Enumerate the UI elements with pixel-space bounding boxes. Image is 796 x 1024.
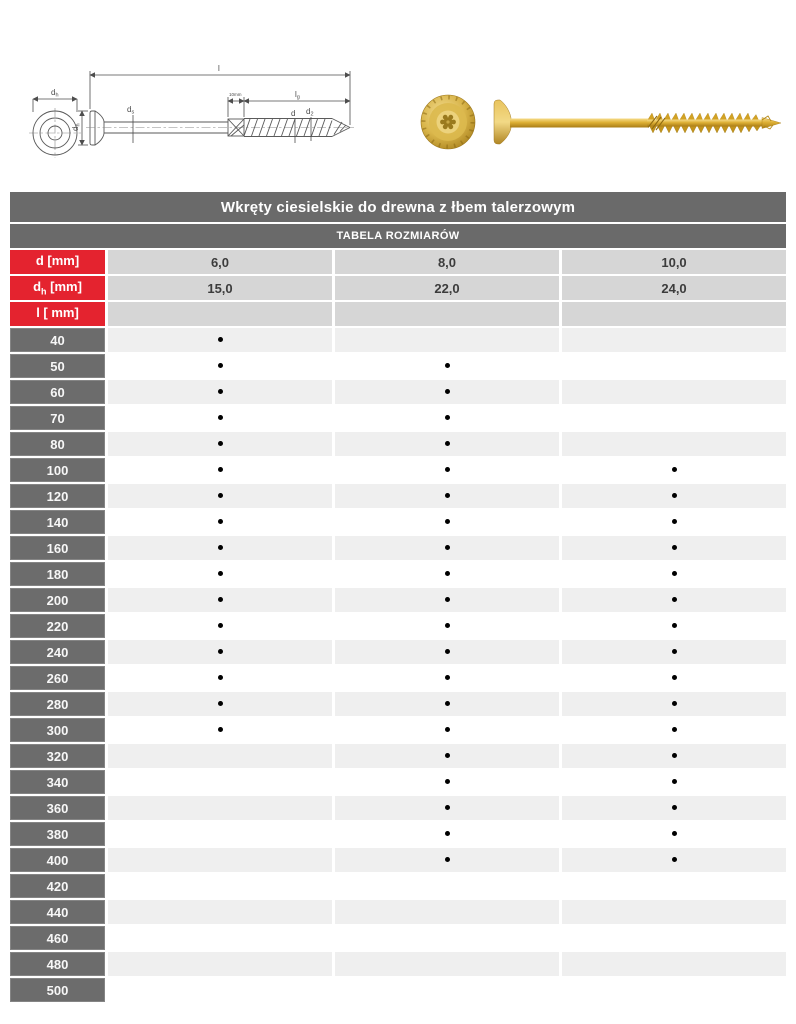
availability-cell (562, 536, 786, 560)
availability-dot (218, 363, 223, 368)
availability-cell (108, 952, 332, 976)
availability-cell (562, 952, 786, 976)
availability-dot (672, 545, 677, 550)
availability-cell (562, 926, 786, 950)
length-row (10, 588, 786, 612)
spec-value: 24,0 (562, 276, 786, 300)
availability-cell (108, 978, 332, 1002)
length-row (10, 666, 786, 690)
availability-cell (335, 692, 559, 716)
availability-cell (108, 510, 332, 534)
availability-dot (672, 519, 677, 524)
availability-cell (335, 562, 559, 586)
availability-dot (445, 545, 450, 550)
availability-dot (672, 571, 677, 576)
availability-cell (335, 900, 559, 924)
spec-value: 6,0 (108, 250, 332, 274)
availability-cell (108, 562, 332, 586)
availability-dot (445, 675, 450, 680)
availability-cell (335, 510, 559, 534)
length-row (10, 328, 786, 352)
availability-cell (562, 484, 786, 508)
label-d: d (291, 109, 296, 118)
availability-dot (672, 493, 677, 498)
table-subtitle: TABELA ROZMIARÓW (10, 224, 786, 248)
availability-dot (445, 701, 450, 706)
availability-dot (218, 493, 223, 498)
availability-dot (445, 363, 450, 368)
availability-dot (672, 805, 677, 810)
availability-cell (335, 380, 559, 404)
availability-cell (108, 458, 332, 482)
availability-dot (672, 649, 677, 654)
availability-cell (335, 926, 559, 950)
table-subtitle-row (10, 224, 786, 248)
availability-dot (218, 727, 223, 732)
availability-dot (672, 727, 677, 732)
availability-dot (218, 337, 223, 342)
availability-cell (562, 796, 786, 820)
availability-dot (672, 467, 677, 472)
length-row (10, 848, 786, 872)
spec-row (10, 250, 786, 274)
length-label: 40 (10, 328, 105, 352)
length-label: 220 (10, 614, 105, 638)
availability-cell (335, 848, 559, 872)
table-title-row (10, 192, 786, 222)
availability-dot (672, 831, 677, 836)
availability-dot (445, 467, 450, 472)
availability-dot (445, 623, 450, 628)
length-label: 140 (10, 510, 105, 534)
length-label: 50 (10, 354, 105, 378)
length-label: 380 (10, 822, 105, 846)
availability-cell (562, 692, 786, 716)
availability-dot (445, 831, 450, 836)
availability-cell (335, 614, 559, 638)
availability-cell (335, 952, 559, 976)
label-ds: ds (127, 105, 135, 116)
length-label: 260 (10, 666, 105, 690)
spec-value (108, 302, 332, 326)
availability-cell (562, 770, 786, 794)
availability-cell (108, 770, 332, 794)
length-row (10, 718, 786, 742)
availability-cell (108, 536, 332, 560)
availability-dot (218, 467, 223, 472)
availability-dot (218, 519, 223, 524)
length-label: 280 (10, 692, 105, 716)
length-row (10, 692, 786, 716)
length-row (10, 926, 786, 950)
length-row (10, 952, 786, 976)
product-images-section (0, 0, 796, 190)
length-row (10, 562, 786, 586)
availability-dot (672, 779, 677, 784)
gold-flange-head (494, 100, 511, 144)
screw-shank-drawing (86, 122, 354, 133)
availability-cell (335, 536, 559, 560)
availability-cell (562, 874, 786, 898)
product-photo (410, 80, 792, 168)
availability-cell (335, 640, 559, 664)
table-title: Wkręty ciesielskie do drewna z łbem talerzowym (10, 192, 786, 222)
availability-dot (218, 441, 223, 446)
availability-cell (108, 822, 332, 846)
length-label: 440 (10, 900, 105, 924)
availability-cell (335, 822, 559, 846)
availability-cell (335, 666, 559, 690)
length-row (10, 406, 786, 430)
availability-dot (445, 805, 450, 810)
availability-cell (562, 328, 786, 352)
availability-cell (108, 432, 332, 456)
technical-drawing (12, 55, 362, 167)
availability-cell (108, 900, 332, 924)
availability-cell (335, 796, 559, 820)
spec-row-label: l [ mm] (10, 302, 105, 326)
availability-cell (108, 406, 332, 430)
length-label: 420 (10, 874, 105, 898)
length-row (10, 484, 786, 508)
availability-cell (108, 848, 332, 872)
length-row (10, 432, 786, 456)
spec-value (562, 302, 786, 326)
availability-cell (562, 432, 786, 456)
length-label: 300 (10, 718, 105, 742)
availability-dot (218, 701, 223, 706)
availability-dot (445, 727, 450, 732)
availability-cell (335, 770, 559, 794)
availability-cell (335, 718, 559, 742)
spec-row (10, 276, 786, 300)
length-row (10, 978, 786, 1002)
dimension-head-side (71, 111, 88, 145)
availability-cell (335, 432, 559, 456)
label-lg: lg (295, 90, 300, 101)
availability-cell (562, 744, 786, 768)
spec-row-label: d [mm] (10, 250, 105, 274)
availability-dot (672, 597, 677, 602)
availability-cell (562, 510, 786, 534)
availability-cell (108, 328, 332, 352)
availability-dot (445, 857, 450, 862)
length-label: 360 (10, 796, 105, 820)
spec-value (335, 302, 559, 326)
length-label: 120 (10, 484, 105, 508)
availability-cell (335, 458, 559, 482)
spec-value: 15,0 (108, 276, 332, 300)
availability-dot (445, 441, 450, 446)
availability-cell (335, 744, 559, 768)
label-10mm: 10mm (229, 92, 242, 97)
availability-cell (335, 588, 559, 612)
length-label: 160 (10, 536, 105, 560)
availability-dot (445, 779, 450, 784)
availability-cell (562, 562, 786, 586)
length-label: 480 (10, 952, 105, 976)
length-label: 460 (10, 926, 105, 950)
availability-dot (672, 701, 677, 706)
spec-row-label: $d_h$ [mm] (10, 276, 105, 300)
spec-value: 8,0 (335, 250, 559, 274)
availability-cell (562, 614, 786, 638)
length-label: 100 (10, 458, 105, 482)
length-row (10, 380, 786, 404)
availability-cell (108, 874, 332, 898)
availability-cell (108, 718, 332, 742)
availability-cell (108, 484, 332, 508)
gold-screw-side-view (494, 100, 781, 144)
length-row (10, 510, 786, 534)
label-dh-top: dh (51, 88, 59, 99)
availability-dot (218, 675, 223, 680)
availability-cell (108, 640, 332, 664)
dimension-thread-length (228, 90, 350, 117)
size-table (7, 190, 789, 1004)
availability-cell (335, 328, 559, 352)
availability-cell (562, 458, 786, 482)
availability-cell (108, 926, 332, 950)
availability-cell (562, 588, 786, 612)
availability-cell (335, 874, 559, 898)
length-label: 500 (10, 978, 105, 1002)
length-row (10, 458, 786, 482)
length-row (10, 796, 786, 820)
gold-shank (510, 119, 648, 128)
availability-dot (672, 753, 677, 758)
availability-cell (562, 354, 786, 378)
availability-cell (562, 640, 786, 664)
spec-value: 10,0 (562, 250, 786, 274)
availability-cell (562, 406, 786, 430)
availability-dot (218, 649, 223, 654)
availability-dot (672, 675, 677, 680)
label-dh-side: dh (71, 123, 82, 131)
gold-thread-core (647, 120, 764, 127)
spec-row (10, 302, 786, 326)
availability-cell (335, 354, 559, 378)
length-row (10, 900, 786, 924)
availability-cell (562, 848, 786, 872)
availability-cell (562, 900, 786, 924)
length-row (10, 614, 786, 638)
length-row (10, 744, 786, 768)
screw-head-top-view (29, 108, 81, 158)
availability-cell (108, 666, 332, 690)
availability-cell (108, 354, 332, 378)
length-row (10, 770, 786, 794)
length-row (10, 354, 786, 378)
availability-dot (445, 597, 450, 602)
length-row (10, 822, 786, 846)
length-label: 400 (10, 848, 105, 872)
availability-dot (218, 597, 223, 602)
availability-dot (445, 649, 450, 654)
availability-cell (108, 380, 332, 404)
availability-dot (445, 571, 450, 576)
availability-cell (562, 666, 786, 690)
availability-cell (335, 484, 559, 508)
availability-dot (218, 571, 223, 576)
length-label: 80 (10, 432, 105, 456)
length-label: 200 (10, 588, 105, 612)
availability-dot (445, 415, 450, 420)
length-row (10, 536, 786, 560)
availability-cell (108, 588, 332, 612)
availability-cell (562, 718, 786, 742)
availability-dot (218, 545, 223, 550)
availability-dot (445, 389, 450, 394)
screw-head-side-view (90, 111, 104, 145)
availability-cell (562, 822, 786, 846)
length-rows-body (10, 328, 786, 1002)
availability-cell (562, 978, 786, 1002)
length-label: 70 (10, 406, 105, 430)
availability-dot (672, 623, 677, 628)
length-row (10, 640, 786, 664)
availability-dot (672, 857, 677, 862)
availability-cell (108, 692, 332, 716)
label-d2: d2 (306, 107, 314, 118)
availability-cell (108, 744, 332, 768)
length-label: 60 (10, 380, 105, 404)
availability-dot (218, 415, 223, 420)
gold-head-top-view (421, 95, 475, 149)
length-row (10, 874, 786, 898)
availability-cell (335, 406, 559, 430)
length-label: 240 (10, 640, 105, 664)
availability-cell (562, 380, 786, 404)
availability-dot (445, 519, 450, 524)
length-label: 320 (10, 744, 105, 768)
availability-dot (218, 389, 223, 394)
spec-rows-body (10, 250, 786, 326)
label-l: l (218, 64, 220, 73)
availability-cell (335, 978, 559, 1002)
spec-value: 22,0 (335, 276, 559, 300)
availability-cell (108, 614, 332, 638)
availability-dot (445, 753, 450, 758)
length-label: 340 (10, 770, 105, 794)
length-label: 180 (10, 562, 105, 586)
availability-cell (108, 796, 332, 820)
availability-dot (218, 623, 223, 628)
availability-dot (445, 493, 450, 498)
